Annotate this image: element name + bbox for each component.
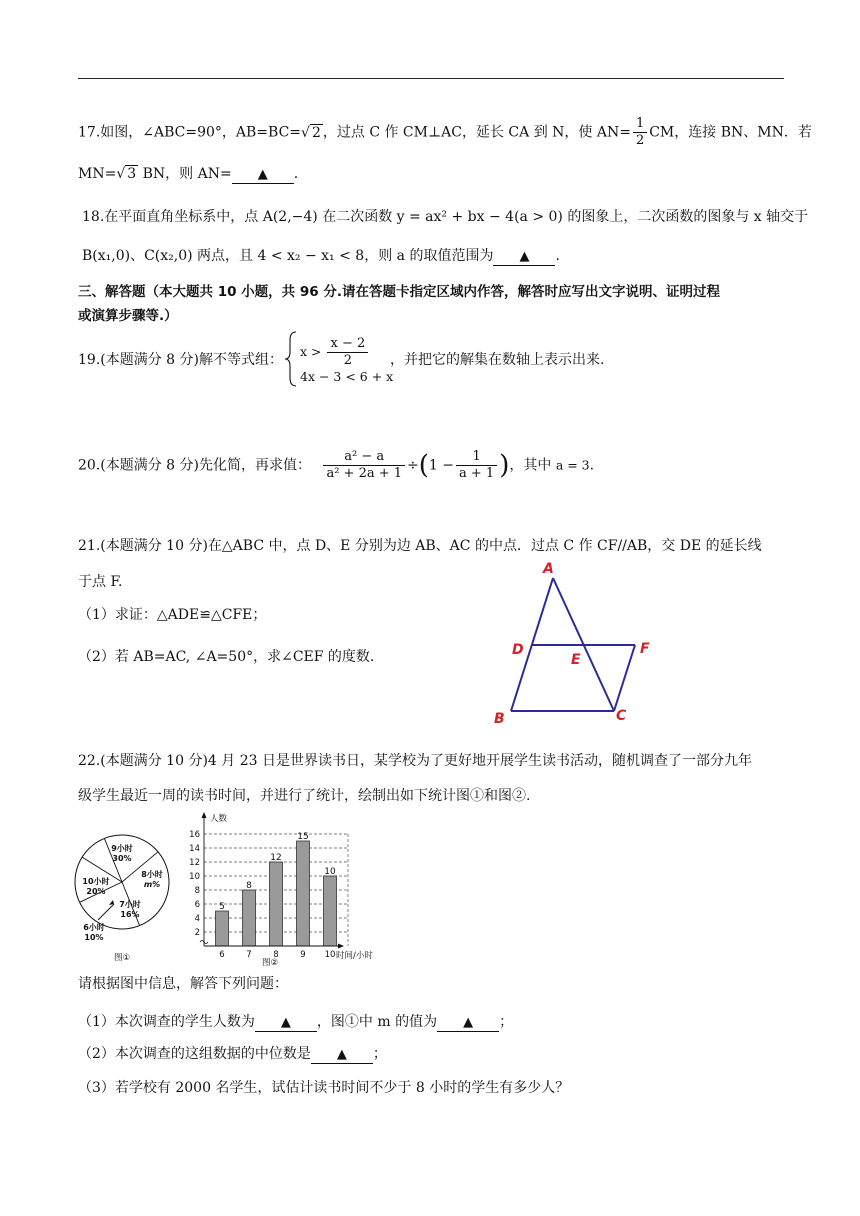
q22-prompt: 请根据图中信息，解答下列问题： (78, 976, 288, 992)
q22-line-2: 级学生最近一周的读书时间，并进行了统计，绘制出如下统计图①和图②. (78, 788, 531, 804)
pie-pct-6h: 10% (84, 933, 104, 942)
q20-fraction-2: $\frac{1}{a + 1}$ (456, 449, 497, 482)
pie-label-6h: 6小时 (83, 923, 105, 932)
q17-answer-blank[interactable]: ▲ (232, 166, 294, 184)
bar-7 (243, 890, 256, 946)
q20-fraction-1: $\frac{\text{a² − a}}{\text{a² + 2a + 1}}$ (323, 449, 405, 482)
q20-line: 20.(本题满分 8 分)先化简，再求值： $\frac{\text{a² − a}}{\text{a² + 2a + 1}}$ ÷(1 − $\frac{1}{a + 1}$ )，其中 a = 3. (78, 449, 595, 481)
label-d: D (512, 642, 524, 658)
q19-inequality-2: 4x − 3 < 6 + x (300, 369, 394, 384)
label-c: C (616, 708, 627, 724)
q22-sub-3: （3）若学校有 2000 名学生，试估计读书时间不少于 8 小时的学生有多少人？ (78, 1080, 570, 1096)
q17-text-a: 17.如图，∠ABC=90°，AB=BC= (78, 124, 302, 141)
q18-answer-blank[interactable]: ▲ (493, 248, 555, 266)
bar-10 (324, 876, 337, 946)
pie-pct-10h: 20% (86, 887, 106, 896)
q17-sqrt-3: √ 3 (116, 166, 137, 182)
pie-pct-9h: 30% (112, 854, 132, 863)
bar-y-label: 人数 (210, 814, 228, 824)
pie-label-7h: 7小时 (119, 900, 141, 909)
q19-prefix: 19.(本题满分 8 分)解不等式组： (78, 352, 283, 368)
y-tick-8: 8 (194, 886, 200, 896)
q19-left-brace (284, 330, 298, 388)
section3-heading-2: 或演算步骤等.） (78, 308, 178, 324)
x-tick-7: 7 (246, 950, 252, 960)
pie-label-8h: 8小时 (141, 870, 163, 879)
q21-triangle-figure (488, 556, 668, 726)
q18-line-1: 18.在平面直角坐标系中，点 A(2,−4) 在二次函数 y = ax² + bx − 4(a > 0) 的图象上，二次函数的图象与 x 轴交于 (82, 209, 809, 225)
q22-line-1: 22.(本题满分 10 分)4 月 23 日是世界读书日，某学校为了更好地开展学生读书活动，随机调查了一部分九年 (78, 753, 752, 769)
bar-8 (270, 862, 283, 946)
q17-line-2: MN=√ 3 BN，则 AN= ▲ . (78, 166, 299, 182)
bar-caption: 图② (261, 958, 279, 968)
header-rule (78, 78, 784, 79)
q21-part-1: （1）求证：△ADE≌△CFE； (78, 607, 267, 623)
bar-y-ticks (189, 830, 200, 938)
pie-pct-7h: 16% (120, 910, 140, 919)
bar-chart (180, 808, 392, 968)
x-tick-6: 6 (219, 950, 225, 960)
q21-part-2: （2）若 AB=AC, ∠A=50°，求∠CEF 的度数. (78, 649, 375, 665)
q17-line-1 (78, 116, 812, 149)
q22-sub-2: （2）本次调查的这组数据的中位数是 ▲ ； (78, 1046, 387, 1062)
x-tick-10: 10 (324, 950, 336, 960)
bar-value-label-8: 12 (270, 853, 282, 863)
q22-m-blank[interactable]: ▲ (437, 1014, 499, 1032)
y-tick-6: 6 (194, 900, 200, 910)
bar-x-label: 时间/小时 (336, 951, 373, 961)
bar-value-label-10: 10 (324, 867, 336, 877)
y-tick-14: 14 (189, 844, 200, 854)
q19-suffix: ，并把它的解集在数轴上表示出来. (390, 352, 605, 368)
label-a: A (543, 561, 554, 577)
x-tick-8: 8 (273, 950, 279, 960)
segment-cf (614, 645, 635, 711)
label-b: B (494, 711, 505, 726)
q18-line-2: B(x₁,0)、C(x₂,0) 两点，且 4 < x₂ − x₁ < 8，则 a 的取值范围为 ▲ . (82, 248, 560, 264)
label-e: E (571, 652, 581, 668)
bar-value-label-7: 8 (246, 881, 252, 891)
label-f: F (640, 641, 650, 657)
y-tick-4: 4 (194, 914, 200, 924)
q22-median-blank[interactable]: ▲ (311, 1046, 373, 1064)
section3-heading-1: 三、解答题（本大题共 10 小题，共 96 分.请在答题卡指定区域内作答，解答时应写出文字说明、证明过程 (78, 284, 721, 300)
bar-value-label-9: 15 (297, 832, 309, 842)
pie-pct-8h: m% (143, 880, 161, 889)
q21-line-2: 于点 F. (78, 574, 123, 590)
pie-label-10h: 10小时 (82, 877, 110, 886)
x-tick-9: 9 (300, 950, 306, 960)
bar-6 (216, 911, 229, 946)
y-axis-arrow-icon (202, 812, 207, 818)
q17-text-b: ，过点 C 作 CM⊥AC，延长 CA 到 N，使 AN= (322, 124, 631, 141)
pie-chart (70, 812, 182, 964)
pie-label-9h: 9小时 (111, 844, 133, 853)
q21-line-1: 21.(本题满分 10 分)在△ABC 中，点 D、E 分别为边 AB、AC 的中点．过点 C 作 CF//AB，交 DE 的延长线 (78, 538, 762, 554)
y-tick-16: 16 (189, 830, 200, 840)
bar-9 (297, 841, 310, 946)
q17-text-c: CM，连接 BN、MN．若 (649, 124, 812, 141)
q17-sqrt-2: √ 2 (301, 124, 321, 141)
y-tick-2: 2 (194, 928, 200, 938)
x-axis-arrow-icon (338, 944, 344, 949)
q22-students-blank[interactable]: ▲ (255, 1014, 317, 1032)
pie-caption: 图① (113, 953, 131, 963)
q19-inequality-1: x > $\frac{x - 2}{2}$ (300, 336, 370, 369)
y-tick-12: 12 (189, 858, 200, 868)
q22-sub-1: （1）本次调查的学生人数为 ▲ ，图①中 m 的值为 ▲ ； (78, 1014, 514, 1030)
q17-fraction: $\frac{1}{2}$ (633, 116, 647, 149)
y-tick-10: 10 (189, 872, 200, 882)
bar-value-label-6: 5 (219, 902, 225, 912)
